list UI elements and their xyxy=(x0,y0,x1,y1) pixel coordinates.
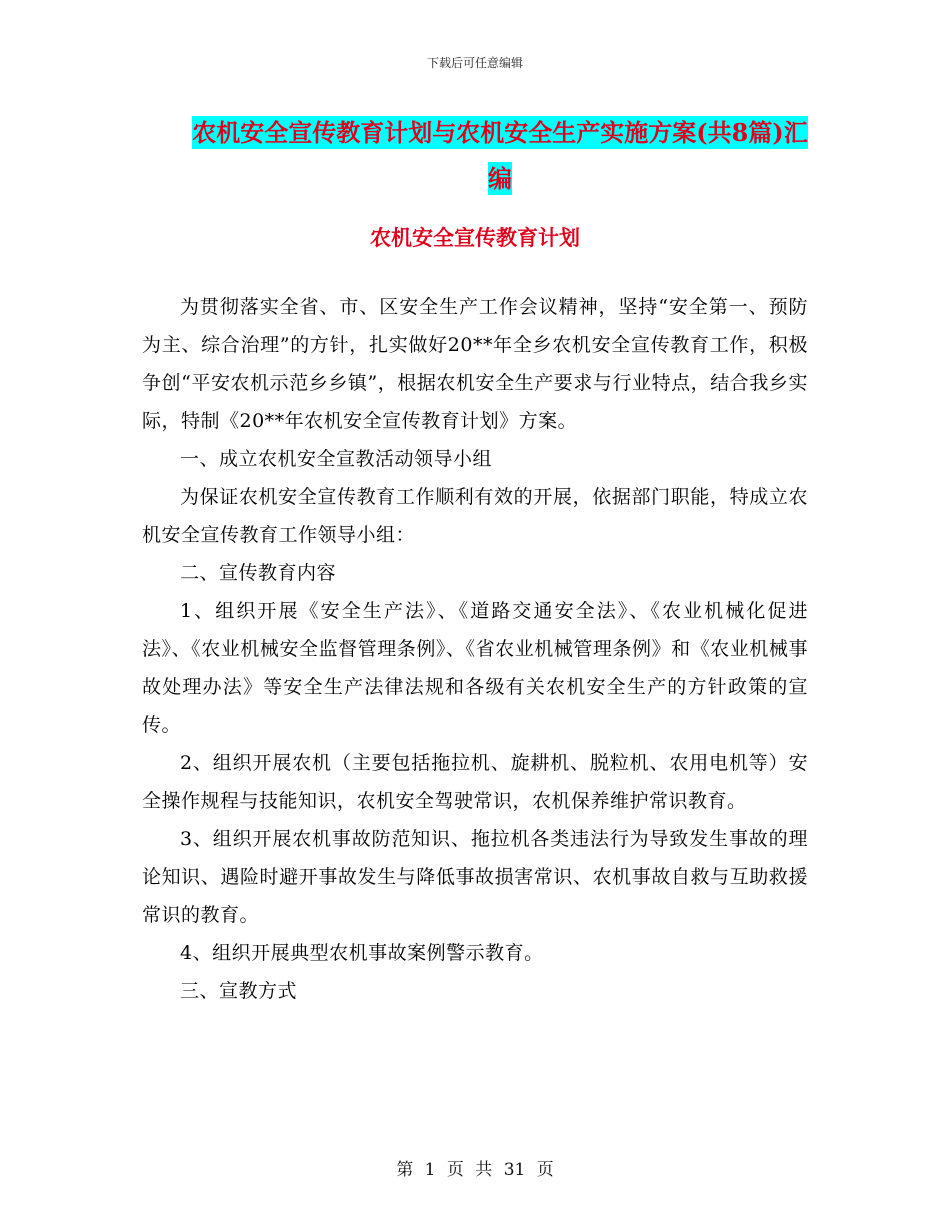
section-title: 农机安全宣传教育计划 xyxy=(370,225,580,250)
document-title xyxy=(190,110,810,202)
document-title-text: 农机安全宣传教育计划与农机安全生产实施方案(共8篇)汇编 xyxy=(192,118,808,193)
paragraph-content-2: 2、组织开展农机（主要包括拖拉机、旋耕机、脱粒机、农用电机等）安全操作规程与技能知识，农机安全驾驶常识，农机保养维护常识教育。 xyxy=(142,752,808,812)
header-note: 下载后可任意编辑 xyxy=(426,56,523,70)
heading-education-content: 二、宣传教育内容 xyxy=(180,562,337,584)
page-footer: 第 1 页 共 31 页 xyxy=(396,1160,554,1180)
heading-leadership-group: 一、成立农机安全宣教活动领导小组 xyxy=(180,448,493,470)
paragraph-intro: 为贯彻落实全省、市、区安全生产工作会议精神，坚持“安全第一、预防为主、综合治理”的方针，扎实做好20**年全乡农机安全宣传教育工作，积极争创“平安农机示范乡乡镇”，根据农机安全生产要求与行业特点，结合我乡实际，特制《20**年农机安全宣传教育计划》方案。 xyxy=(142,296,808,432)
heading-education-method: 三、宣教方式 xyxy=(180,980,298,1002)
document-body xyxy=(142,288,808,1010)
paragraph-content-1: 1、组织开展《安全生产法》、《道路交通安全法》、《农业机械化促进法》、《农业机械安全监督管理条例》、《省农业机械管理条例》和《农业机械事故处理办法》等安全生产法律法规和各级有关农机安全生产的方针政策的宣传。 xyxy=(142,600,808,736)
paragraph-leadership-group: 为保证农机安全宣传教育工作顺利有效的开展，依据部门职能，特成立农机安全宣传教育工作领导小组： xyxy=(142,486,808,546)
paragraph-content-4: 4、组织开展典型农机事故案例警示教育。 xyxy=(180,942,544,964)
paragraph-content-3: 3、组织开展农机事故防范知识、拖拉机各类违法行为导致发生事故的理论知识、遇险时避开事故发生与降低事故损害常识、农机事故自救与互助救援常识的教育。 xyxy=(142,828,808,926)
